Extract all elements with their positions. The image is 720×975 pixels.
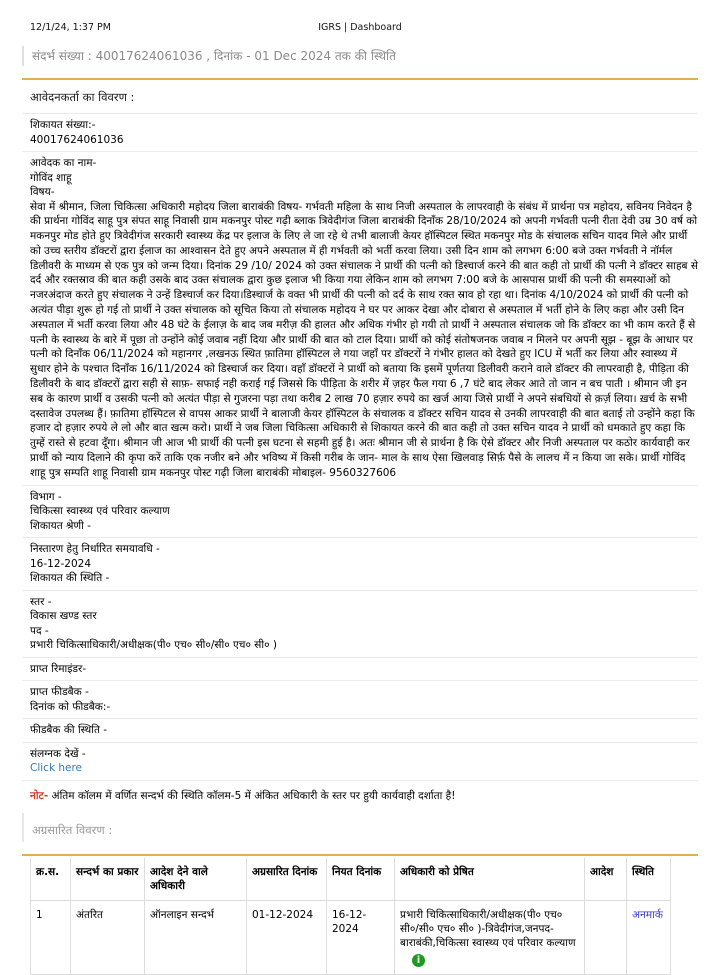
cell-serial-no: 1	[31, 900, 71, 974]
subject-label: विषय-	[30, 186, 55, 198]
sent-to-officer-text: प्रभारी चिकित्साधिकारी/अधीक्षक(पी० एच० सी०/सी० एच० सी० )-त्रिवेदीगंज,जनपद-बाराबंकी,चिकित्सा स्वास्थ्य एवं परिवार कल्याण	[400, 908, 576, 949]
note-line	[22, 789, 698, 803]
table-row	[31, 900, 671, 974]
complaint-status-label: शिकायत की स्थिति -	[30, 572, 110, 585]
post-value: प्रभारी चिकित्साधिकारी/अधीक्षक(पी० एच० सी०/सी० एच० सी० )	[30, 639, 277, 652]
complaint-number-label: शिकायत संख्या:-	[30, 119, 96, 131]
attachment-label: संलग्नक देखें -	[30, 747, 86, 760]
complaint-number-value: 40017624061036	[30, 133, 124, 146]
cell-sent-to-officer	[395, 900, 585, 974]
forwarded-section-title: अग्रसारित विवरण :	[22, 813, 698, 842]
col-status: स्थिति	[627, 858, 671, 901]
feedback-status-group	[22, 723, 698, 738]
col-ordering-officer: आदेश देने वाले अधिकारी	[145, 858, 247, 901]
subject-text: सेवा में श्रीमान, जिला चिकित्सा अधिकारी महोदय जिला बाराबंकी विषय- गर्भवती महिला के साथ निजी अस्पताल के लापरवाही के संबंध में प्रार्थना पत्र महोदय, सविनय निवेदन है की प्रार्थना गोविंद साहू पुत्र संपत साहू निवासी ग्राम मकनपुर पोस्ट गढ़ी ब्लाक त्रिवेदीगंज जिला बाराबंकी दिनाँक 28/10/2024 को अपनी गर्भवती पत्नी रीता देवी उम्र 30 वर्ष को मकनपुर मोड होते हुए त्रिवेदीगंज सरकारी स्वास्थ्य केंद्र पर इलाज के लिए ले जा रहे थे तभी बालाजी केयर हॉस्पिटल स्थित मकनपुर मोड के संचालक सचिन यादव मिले और प्रार्थी को उच्च स्तरीय डॉक्टरों द्वारा ईलाज का आश्वासन देते हुए अपने अस्पताल में ही गर्भवती को भर्ती करवा लिया। उसी दिन शाम को लगभग 6:00 बजे उक्त गर्भवती ने नॉर्मल डिलीवरी के माध्यम से एक पुत्र को जन्म दिया। दिनांक 29 /10/ 2024 को उक्त संचालक ने प्रार्थी की पत्नी को डिस्चार्ज करने की बात कही तो प्रार्थी की पत्नी ने डॉक्टर साहब से दर्द और रक्तस्राव की बात कही उसके बाद उक्त संचालक द्वारा कुछ इलाज भी किया गया लेकिन शाम को लगभग 7:00 बजे के आसपास प्रार्थी की पत्नी की समस्याओं को नजरअंदाज करते हुए संचालक ने उन्हें डिस्चार्ज कर दिया।डिस्चार्ज के वक्त भी प्रार्थी की पत्नी को दर्द के साथ रक्त स्राव हो रहा था। दिनांक 4/10/2024 को प्रार्थी की पत्नी को अत्यंत पीड़ा शुरू हो गई तो प्रार्थी ने उक्त संचालक को सूचित किया तो संचालक महोदय ने घर पर आकर देखा और दोबारा से अस्पताल में भर्ती होने के लिए कहा और उसी दिन अस्पताल में भर्ती करवा लिया और 48 घंटे के ईलाज़ के बाद जब मरीज़ की हालत और अधिक गंभीर हो गयी तो प्रार्थी ने अस्पताल संचालक जो कि डॉक्टर का भी काम करते हैं से पत्नी के स्वास्थ्य के बारे में पूछा तो उन्होंने कोई जवाब नहीं दिया और प्रार्थी की बात को टाल दिया। प्रार्थी को कोई संतोषजनक जवाब न मिलने पर अपनी सूझ - बूझ के आधार पर पत्नी को दिनाँक 06/11/2024 को महानगर ,लखनऊ स्थित फ़ातिमा हॉस्पिटल ले गया जहाँ पर डॉक्टरों ने गंभीर हालत को देखते हुए ICU में भर्ती कर लिया और स्वास्थ्य में सुधार होने के पश्चात दिनाँक 16/11/2024 को डिस्चार्ज कर दिया। वहाँ डॉक्टरों ने प्रार्थी को बताया कि इसमें पूर्णतया डिलीवरी कराने वाले डॉक्टर की लापरवाही है, पीड़िता की डिलीवरी के बाद डॉक्टरों द्वारा सही से साफ़- सफाई नही कराई गई जिससे कि पीड़िता के शरीर में ज़हर फैल गया 6 ,7 घंटे बाद लेकर आते तो जान न बच पाती । श्रीमान जी इन सब के कारण प्रार्थी व उसकी पत्नी को अत्यंत पीड़ा से गुजरना पड़ा तथा करीब 2 लाख 70 हज़ार रुपये का खर्ज आया जिसे प्रार्थी ने अपने संबधियों से क़र्ज़ लिया। ख़र्च के सभी दस्तावेज उपलब्ध हैं। फ़ातिमा हॉस्पिटल से वापस आकर प्रार्थी ने बालाजी केयर हॉस्पिटल के संचालक व डॉक्टर सचिन यादव से उनकी लापरवाही की बात बताई तो उन्होंने कहा कि हजार दो हज़ार रुपये ले लो और बात खत्म करो। प्रार्थी ने जब जिला चिकित्सा अधिकारी से शिकायत करने की बात कही तो उक्त सचिन यादव ने प्रार्थी को धमकाते हुए कहा कि तुम्हें रास्ते से हटवा दूँगा। श्रीमान जी आज भी प्रार्थी की पत्नी इस घटना से सहमी हुई है। अतः श्रीमान जी से प्रार्थना है कि ऐसे डॉक्टर और निजी अस्पताल पर कठोर कार्यवाही कर प्रार्थी को न्याय दिलाने की कृपा करें ताकि एक नजीर बने और भविष्य में किसी गरीब के जान- माल के साथ ऐसा खिलवाड़ सिर्फ़ पैसे के लालच में न किया जा सके। प्रार्थी गोविंद शाहू पुत्र सम्पति शाहू निवासी ग्राम मकनपुर पोस्ट गढ़ी जिला बाराबंकी मोबाइल- 9560327606	[30, 200, 698, 479]
col-sent-to-officer: अधिकारी को प्रेषित	[395, 858, 585, 901]
applicant-name-value: गोविंद शाहू	[30, 171, 72, 184]
reminder-label: प्राप्त रिमाइंडर-	[30, 662, 87, 675]
forwarded-details-table	[30, 858, 671, 975]
col-serial-no: क्र.स.	[31, 858, 71, 901]
note-prefix: नोट-	[30, 789, 49, 802]
feedback-label: प्राप्त फीडबैक -	[30, 686, 89, 699]
complaint-category-label: शिकायत श्रेणी -	[30, 519, 91, 532]
applicant-name-group	[22, 156, 698, 481]
feedback-date-label: दिनांक को फीडबैक:-	[30, 700, 111, 713]
deadline-group	[22, 542, 698, 586]
deadline-label: निस्तारण हेतु निर्धारित समयावधि -	[30, 543, 160, 556]
applicant-section-title: आवेदनकर्ता का विवरण :	[30, 90, 135, 104]
info-icon[interactable]: i	[412, 954, 425, 967]
post-label: पद -	[30, 624, 49, 637]
cell-forwarded-date: 01-12-2024	[247, 900, 327, 974]
department-group	[22, 490, 698, 534]
reminder-group	[22, 662, 698, 677]
cell-order	[585, 900, 627, 974]
feedback-group	[22, 685, 698, 714]
page-title: IGRS | Dashboard	[318, 22, 402, 33]
col-order: आदेश	[585, 858, 627, 901]
deadline-value: 16-12-2024	[30, 557, 92, 570]
col-forwarded-date: अग्रसारित दिनांक	[247, 858, 327, 901]
level-label: स्तर -	[30, 595, 52, 608]
department-value: चिकित्सा स्वास्थ्य एवं परिवार कल्याण	[30, 505, 170, 518]
level-value: विकास खण्ड स्तर	[30, 610, 97, 623]
gold-divider-table	[22, 854, 698, 856]
level-post-group	[22, 595, 698, 653]
attachment-link[interactable]: Click here	[30, 762, 83, 775]
department-label: विभाग -	[30, 490, 62, 503]
attachment-group	[22, 747, 698, 776]
report-container	[22, 46, 698, 975]
note-text: अंतिम कॉलम में वर्णित सन्दर्भ की स्थिति कॉलम-5 में अंकित अधिकारी के स्तर पर हुयी कार्यवाही दर्शाता है!	[48, 789, 456, 802]
cell-status	[627, 900, 671, 974]
cell-ordering-officer: ऑनलाइन सन्दर्भ	[145, 900, 247, 974]
complaint-number-group	[22, 118, 698, 147]
feedback-status-label: फीडबैक की स्थिति -	[30, 724, 108, 737]
status-link[interactable]: अनमार्क	[632, 908, 663, 921]
reference-status-header: संदर्भ संख्या : 40017624061036 , दिनांक - 01 Dec 2024 तक की स्थिति	[22, 46, 698, 66]
applicant-name-label: आवेदक का नाम-	[30, 157, 97, 169]
print-datetime: 12/1/24, 1:37 PM	[30, 22, 111, 33]
cell-reference-type: अंतरित	[71, 900, 145, 974]
col-reference-type: सन्दर्भ का प्रकार	[71, 858, 145, 901]
table-header-row	[31, 858, 671, 901]
col-due-date: नियत दिनांक	[327, 858, 395, 901]
cell-due-date: 16-12-2024	[327, 900, 395, 974]
browser-print-header	[0, 0, 720, 36]
